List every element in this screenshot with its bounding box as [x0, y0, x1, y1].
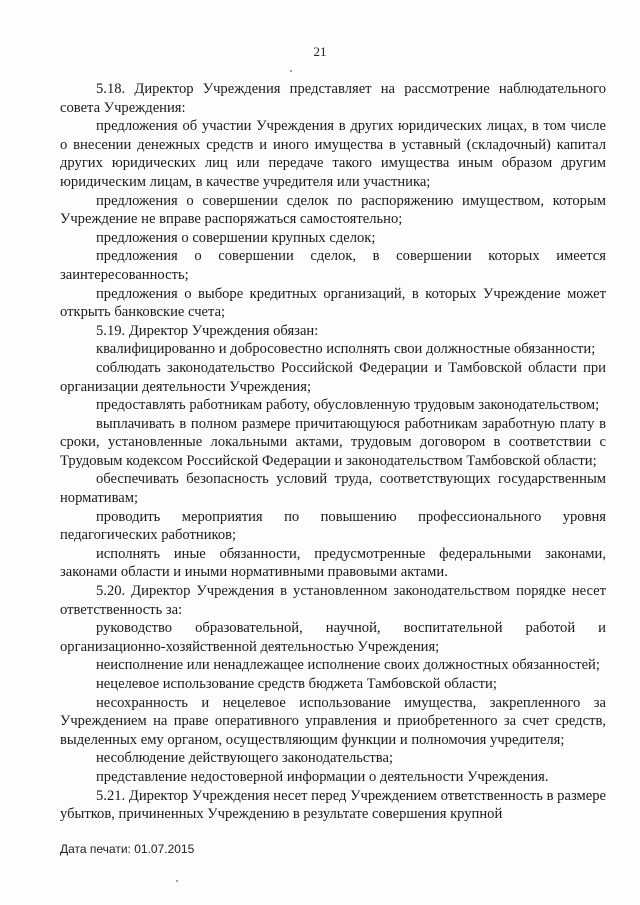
paragraph-5-19: 5.19. Директор Учреждения обязан: [96, 322, 319, 339]
paragraph: выплачивать в полном размере причитающуюся работникам заработную плату в сроки, установленные локальными актами, трудовым договором в соответствии с Трудовым кодексом Российской Федерации и законодательством Тамбовской области; [60, 415, 606, 469]
scan-speck [290, 70, 292, 72]
paragraph: неисполнение или ненадлежащее исполнение своих должностных обязанностей; [96, 657, 600, 674]
page-number: 21 [313, 44, 327, 59]
paragraph: несоблюдение действующего законодательства; [96, 750, 393, 767]
paragraph: руководство образовательной, научной, воспитательной работой и организационно-хозяйственной деятельностью Учреждения; [60, 620, 606, 655]
paragraph: предоставлять работникам работу, обусловленную трудовым законодательством; [96, 397, 600, 414]
paragraph: нецелевое использование средств бюджета Тамбовской области; [96, 676, 497, 692]
document-body [60, 80, 606, 824]
print-date: Дата печати: 01.07.2015 [60, 842, 195, 856]
paragraph: исполнять иные обязанности, предусмотренные федеральными законами, законами области и иными нормативными правовыми актами. [60, 545, 606, 581]
paragraph-5-20: 5.20. Директор Учреждения в установленном законодательством порядке несет ответственность за: [60, 583, 606, 618]
paragraph-5-18: 5.18. Директор Учреждения представляет на рассмотрение наблюдательного совета Учреждения: [60, 81, 606, 116]
paragraph: предложения о совершении сделок, в совершении которых имеется заинтересованность; [60, 248, 606, 283]
paragraph: несохранность и нецелевое использование имущества, закрепленного за Учреждением на праве оперативного управления и приобретенного за счет средств, выделенных ему органом, осуществляющим функции и полномочия учредителя; [60, 694, 606, 748]
paragraph: предложения о совершении сделок по распоряжению имуществом, которым Учреждение не вправе распоряжаться самостоятельно; [60, 192, 606, 228]
paragraph: предложения об участии Учреждения в других юридических лицах, в том числе о внесении денежных средств и иного имущества в уставный (складочный) капитал других юридических лиц или передаче такого имущества иным образом другим юридическим лицам, в качестве учредителя или участника; [60, 118, 606, 190]
paragraph: представление недостоверной информации о деятельности Учреждения. [96, 768, 549, 785]
paragraph: квалифицированно и добросовестно исполнять свои должностные обязанности; [96, 341, 596, 358]
paragraph: соблюдать законодательство Российской Федерации и Тамбовской области при организации деятельности Учреждения; [60, 359, 606, 395]
paragraph: проводить мероприятия по повышению профессионального уровня педагогических работников; [60, 508, 606, 544]
paragraph: обеспечивать безопасность условий труда, соответствующих государственным нормативам; [60, 471, 606, 507]
scan-speck [176, 880, 178, 882]
paragraph-5-21: 5.21. Директор Учреждения несет перед Учреждением ответственность в размере убытков, причиненных Учреждению в результате совершения крупной [60, 787, 606, 823]
paragraph: предложения о выборе кредитных организаций, в которых Учреждение может открыть банковские счета; [60, 285, 606, 321]
paragraph: предложения о совершении крупных сделок; [96, 229, 376, 246]
